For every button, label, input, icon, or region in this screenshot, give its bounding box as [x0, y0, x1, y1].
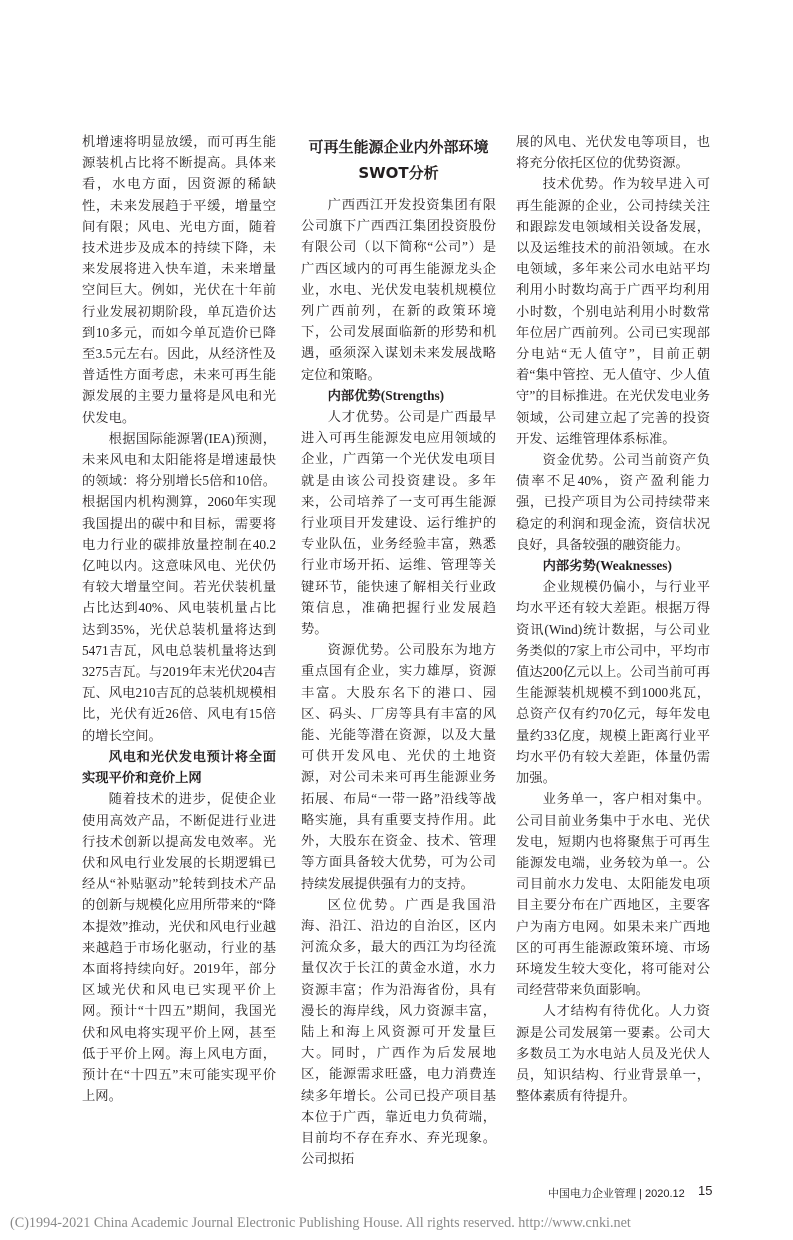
title-line-1: 可再生能源企业内外部环境: [308, 138, 489, 156]
page-number: 15: [698, 1183, 713, 1199]
section-heading: 风电和光伏发电预计将全面实现平价和竞价上网: [82, 748, 276, 786]
paragraph: 企业规模仍偏小，与行业平均水平还有较大差距。根据万得资讯(Wind)统计数据，与公司业务类似的7家上市公司中，平均市值达200亿元以上。公司当前可再生能源装机规模不到1000兆瓦，总资产仅有约70亿元，每年发电量约33亿度，规模上距离行业平均水平仍有较大差距，体量仍需加强。: [516, 579, 710, 786]
middle-column: [301, 131, 496, 1169]
paragraph: 资源优势。公司股东为地方重点国有企业，实力雄厚，资源丰富。大股东名下的港口、园区、码头、厂房等具有丰富的风能、光能等潜在资源，以及大量可供开发风电、光伏的土地资源，对公司未来可再生能源业务拓展、布局“一带一路”沿线等战略实施，具有重要支持作用。此外，大股东在资金、技术、管理等方面具备较大优势，可为公司持续发展提供强有力的支持。: [301, 642, 496, 891]
section-heading: 内部优势(Strengths): [327, 387, 445, 403]
section-heading: 内部劣势(Weaknesses): [542, 558, 672, 574]
paragraph: 随着技术的进步，促使企业使用高效产品，不断促进行业进行技术创新以提高发电效率。光伏和风电行业发展的长期逻辑已经从“补贴驱动”轮转到技术产品的创新与规模化应用所带来的“降本提效”推动，光伏和风电行业越来越趋于市场化驱动，行业的基本面将持续向好。2019年，部分区域光伏和风电已实现平价上网。预计“十四五”期间，我国光伏和风电将实现平价上网，甚至低于平价上网。海上风电方面，预计在“十四五”末可能实现平价上网。: [82, 791, 276, 1104]
journal-footer: 中国电力企业管理 | 2020.12: [548, 1188, 685, 1201]
footer-row: [0, 1183, 793, 1205]
paragraph: 展的风电、光伏发电等项目，也将充分依托区位的优势资源。: [516, 134, 710, 171]
title-line-2: SWOT分析: [358, 164, 439, 182]
paragraph: 资金优势。公司当前资产负债率不足40%，资产盈利能力强，已投产项目为公司持续带来稳定的利润和现金流，资信状况良好，具备较强的融资能力。: [516, 452, 710, 552]
paragraph: 技术优势。作为较早进入可再生能源的企业，公司持续关注和跟踪发电领域相关设备发展，以及运维技术的前沿领域。在水电领域，多年来公司水电站平均利用小时数均高于广西平均利用小时数，个别电站利用小时数常年位居广西前列。公司已实现部分电站“无人值守”，目前正朝着“集中管控、无人值守、少人值守”的目标推进。在光伏发电业务领域，公司建立起了完善的投资开发、运维管理体系标准。: [516, 176, 710, 446]
paragraph: 机增速将明显放缓，而可再生能源装机占比将不断提高。具体来看，水电方面，因资源的稀缺性，未来发展趋于平缓，增量空间有限；风电、光电方面，随着技术进步及成本的持续下降，未来发展将进入快车道，未来增量空间巨大。例如，光伏在十年前行业发展初期阶段，单瓦造价达到10多元，而如今单瓦造价已降至3.5元左右。因此，从经济性及普适性方面考虑，未来可再生能源发展的主要力量将是风电和光伏发电。: [82, 134, 276, 425]
paragraph: 业务单一，客户相对集中。公司目前业务集中于水电、光伏发电，短期内也将聚焦于可再生能源发电端，业务较为单一。公司目前水力发电、太阳能发电项目主要分布在广西地区，主要客户为南方电网。如果未来广西地区的可再生能源政策环境、市场环境发生较大变化，将可能对公司经营带来负面影响。: [516, 791, 710, 998]
copyright-notice: (C)1994-2021 China Academic Journal Electronic Publishing House. All rights reserved. http://www.cnki.net: [10, 1215, 631, 1232]
paragraph: 根据国际能源署(IEA)预测，未来风电和太阳能将是增速最快的领域：将分别增长5倍和10倍。根据国内机构测算，2060年实现我国提出的碳中和目标，需要将电力行业的碳排放量控制在40.2亿吨以内。这意味风电、光伏仍有较大增量空间。若光伏装机量占比达到40%、风电装机量占比达到35%，光伏总装机量将达到5471吉瓦，风电总装机量将达到3275吉瓦。与2019年末光伏204吉瓦、风电210吉瓦的总装机规模相比，光伏有近26倍、风电有15倍的增长空间。: [82, 430, 276, 743]
article-section-title: [301, 134, 496, 186]
paragraph: 广西西江开发投资集团有限公司旗下广西西江集团投资股份有限公司（以下简称“公司”）是广西区域内的可再生能源龙头企业，水电、光伏发电装机规模位列广西前列，在新的政策环境下，公司发展面临新的形势和机遇，亟须深入谋划未来发展战略定位和策略。: [301, 197, 496, 382]
left-column: [82, 131, 276, 1106]
paragraph: 人才优势。公司是广西最早进入可再生能源发电应用领域的企业，广西第一个光伏发电项目就是由该公司投资建设。多年来，公司培养了一支可再生能源行业项目开发建设、运行维护的专业队伍，业务经验丰富，熟悉行业市场开拓、运维、管理等关键环节，能快速了解相关行业政策信息，准确把握行业发展趋势。: [301, 409, 496, 637]
paragraph: 区位优势。广西是我国沿海、沿江、沿边的自治区，区内河流众多，最大的西江为均径流量仅次于长江的黄金水道，水力资源丰富；作为沿海省份，具有漫长的海岸线，风力资源丰富，陆上和海上风资源可开发量巨大。同时，广西作为后发展地区，能源需求旺盛，电力消费连续多年增长。公司已投产项目基本位于广西，靠近电力负荷端，目前均不存在弃水、弃光现象。公司拟拓: [301, 896, 496, 1167]
right-column: [516, 131, 710, 1106]
paragraph: 人才结构有待优化。人力资源是公司发展第一要素。公司大多数员工为水电站人员及光伏人员，知识结构、行业背景单一，整体素质有待提升。: [516, 1003, 710, 1104]
